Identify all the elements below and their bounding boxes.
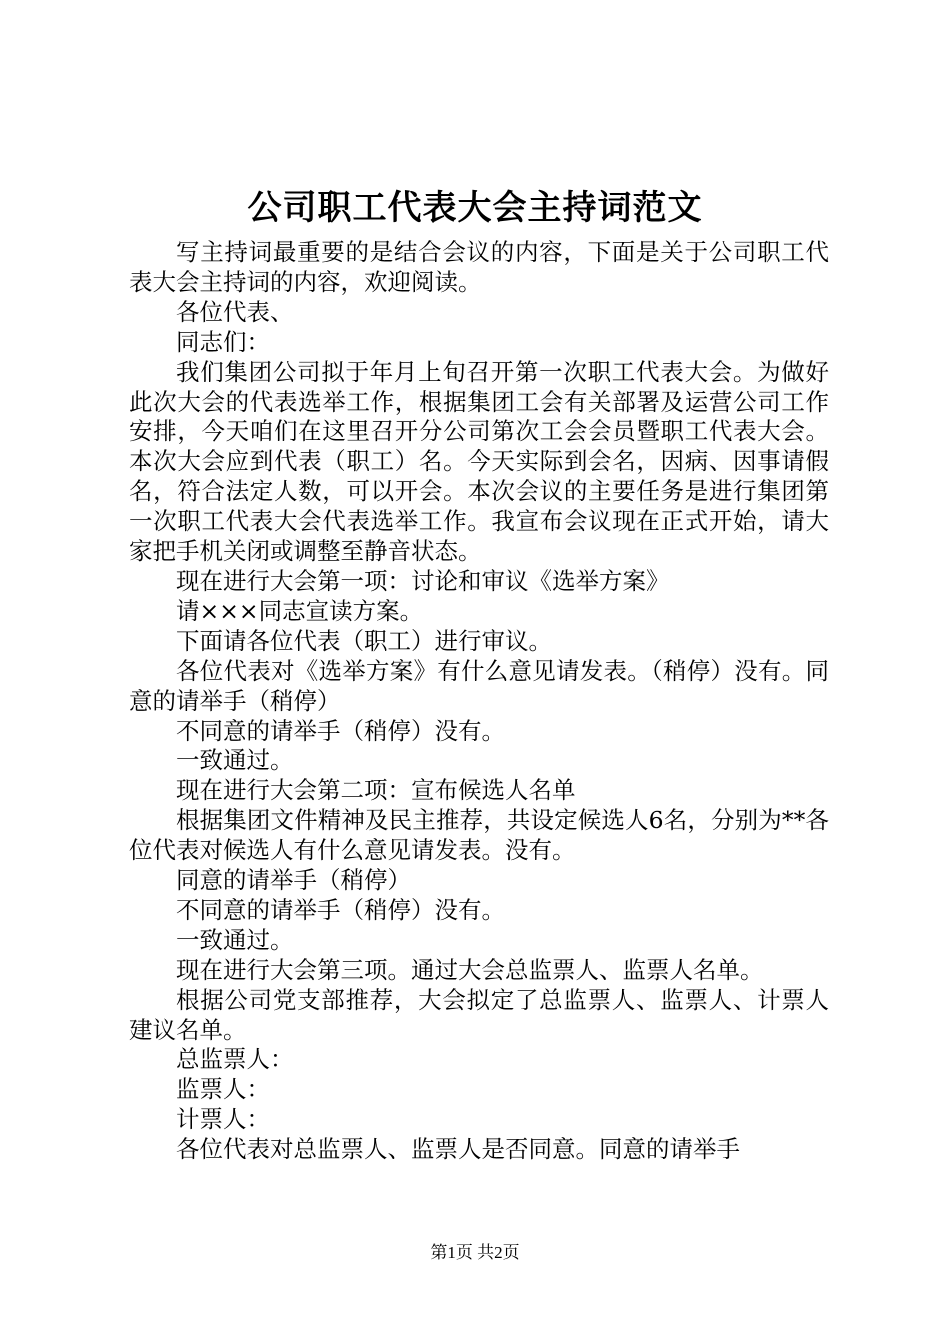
- paragraph: 各位代表对《选举方案》有什么意见请发表。（稍停）没有。同意的请举手（稍停）: [129, 656, 829, 715]
- paragraph: 各位代表对总监票人、监票人是否同意。同意的请举手: [176, 1135, 740, 1164]
- paragraph: 同意的请举手（稍停）: [176, 866, 411, 895]
- paragraph: 请×××同志宣读方案。: [176, 596, 424, 625]
- paragraph: 我们集团公司拟于年月上旬召开第一次职工代表大会。为做好此次大会的代表选举工作，根据集团工会有关部署及运营公司工作安排，今天咱们在这里召开分公司第次工会会员暨职工代表大会。本次大会应到代表（职工）名。今天实际到会名，因病、因事请假名，符合法定人数，可以开会。本次会议的主要任务是进行集团第一次职工代表大会代表选举工作。我宣布会议现在正式开始，请大家把手机关闭或调整至静音状态。: [129, 357, 829, 566]
- paragraph: 写主持词最重要的是结合会议的内容，下面是关于公司职工代表大会主持词的内容，欢迎阅读。: [129, 238, 829, 296]
- paragraph: 现在进行大会第三项。通过大会总监票人、监票人名单。: [176, 955, 764, 984]
- paragraph: 各位代表、: [176, 297, 294, 326]
- page-footer: 第1页 共2页: [430, 1243, 520, 1262]
- paragraph: 根据集团文件精神及民主推荐，共设定候选人6名，分别为**各位代表对候选人有什么意见请发表。没有。: [129, 806, 829, 865]
- paragraph: 计票人：: [176, 1105, 270, 1134]
- paragraph: 现在进行大会第二项：宣布候选人名单: [176, 776, 576, 805]
- paragraph: 一致通过。: [176, 925, 294, 954]
- paragraph: 不同意的请举手（稍停）没有。: [176, 716, 505, 745]
- paragraph: 现在进行大会第一项：讨论和审议《选举方案》: [176, 566, 670, 595]
- paragraph: 监票人：: [176, 1075, 270, 1104]
- paragraph: 同志们：: [176, 327, 270, 356]
- document-body: [129, 238, 829, 1165]
- paragraph: 一致通过。: [176, 746, 294, 775]
- document-title: 公司职工代表大会主持词范文: [247, 188, 703, 228]
- paragraph: 根据公司党支部推荐，大会拟定了总监票人、监票人、计票人建议名单。: [129, 985, 829, 1044]
- paragraph: 不同意的请举手（稍停）没有。: [176, 895, 505, 924]
- paragraph: 总监票人：: [176, 1045, 294, 1074]
- paragraph: 下面请各位代表（职工）进行审议。: [176, 626, 552, 655]
